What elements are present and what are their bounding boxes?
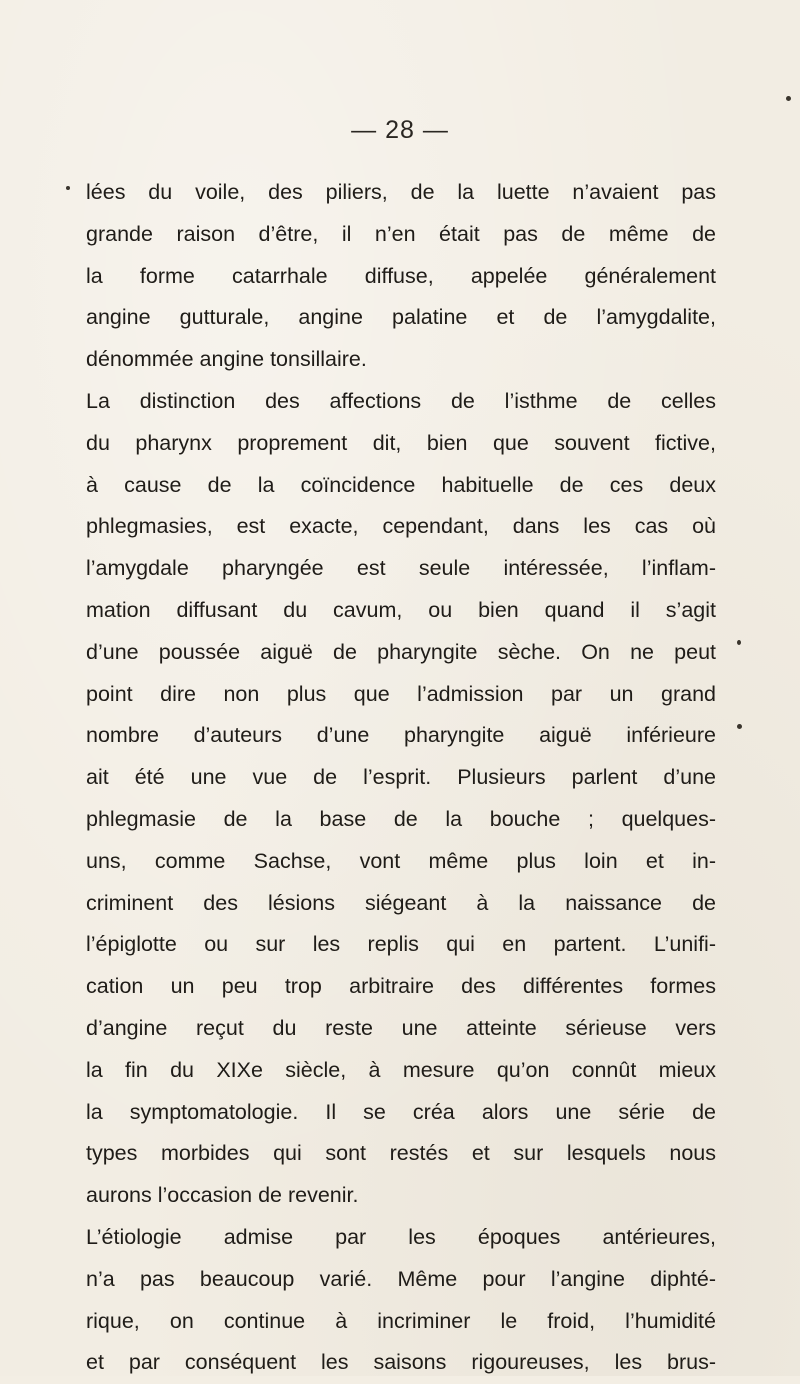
text-line: et par conséquent les saisons rigoureuses, les brus- bbox=[86, 1350, 716, 1375]
ink-speck bbox=[786, 96, 791, 101]
ink-speck bbox=[737, 640, 741, 645]
text-line: la forme catarrhale diffuse, appelée généralement bbox=[86, 263, 716, 288]
text-line: dénommée angine tonsillaire. bbox=[86, 347, 367, 372]
text-line: nombre d’auteurs d’une pharyngite aiguë inférieure bbox=[86, 723, 716, 748]
text-line: uns, comme Sachse, vont même plus loin et in- bbox=[86, 848, 716, 873]
text-line: angine gutturale, angine palatine et de l’amygdalite, bbox=[86, 305, 716, 330]
text-line: phlegmasie de la base de la bouche ; quelques- bbox=[86, 806, 716, 831]
text-line: grande raison d’être, il n’en était pas de même de bbox=[86, 221, 716, 246]
text-line: point dire non plus que l’admission par un grand bbox=[86, 681, 716, 706]
text-line: criminent des lésions siégeant à la naissance de bbox=[86, 890, 716, 915]
ink-speck bbox=[66, 186, 70, 190]
text-line: l’amygdale pharyngée est seule intéressée, l’inflam- bbox=[86, 556, 716, 581]
text-line: ait été une vue de l’esprit. Plusieurs parlent d’une bbox=[86, 765, 716, 790]
text-line: phlegmasies, est exacte, cependant, dans les cas où bbox=[86, 514, 716, 539]
text-line: L’étiologie admise par les époques antérieures, bbox=[86, 1224, 716, 1249]
page-number: — 28 — bbox=[351, 116, 449, 144]
text-line: lées du voile, des piliers, de la luette n’avaient pas bbox=[86, 180, 716, 204]
ink-speck bbox=[737, 724, 742, 729]
text-line: mation diffusant du cavum, ou bien quand il s’agit bbox=[86, 597, 716, 622]
text-line: l’épiglotte ou sur les replis qui en partent. L’unifi- bbox=[86, 932, 716, 957]
text-line: cation un peu trop arbitraire des différentes formes bbox=[86, 974, 716, 999]
text-line: la symptomatologie. Il se créa alors une série de bbox=[86, 1099, 716, 1124]
text-line: aurons l’occasion de revenir. bbox=[86, 1183, 359, 1208]
text-line: d’angine reçut du reste une atteinte sérieuse vers bbox=[86, 1015, 716, 1040]
text-line: n’a pas beaucoup varié. Même pour l’angine diphté- bbox=[86, 1266, 716, 1291]
text-line: la fin du XIXe siècle, à mesure qu’on connût mieux bbox=[86, 1057, 716, 1082]
text-line: du pharynx proprement dit, bien que souvent fictive, bbox=[86, 430, 716, 455]
text-line: à cause de la coïncidence habituelle de ces deux bbox=[86, 472, 716, 497]
body-text bbox=[86, 172, 716, 1384]
text-line: La distinction des affections de l’isthme de celles bbox=[86, 388, 716, 413]
text-line: rique, on continue à incriminer le froid, l’humidité bbox=[86, 1308, 716, 1333]
text-line: types morbides qui sont restés et sur lesquels nous bbox=[86, 1141, 716, 1166]
text-line: d’une poussée aiguë de pharyngite sèche. On ne peut bbox=[86, 639, 716, 664]
